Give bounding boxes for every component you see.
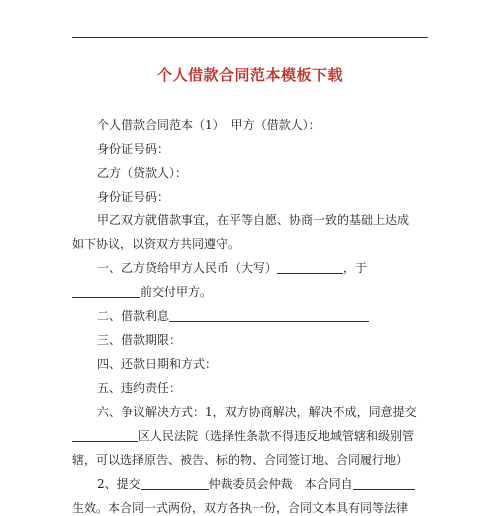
clause-6-court: 区人民法院（选择性条款不得违反地域管辖和级别管: [0, 428, 500, 444]
interest-blank: [169, 309, 369, 322]
date-blank: [72, 285, 140, 298]
contract-heading-party-a: 个人借款合同范本（1） 甲方（借款人）：: [97, 118, 321, 132]
id-number-b: 身份证号码：: [97, 190, 170, 204]
effective-date-blank: [353, 477, 415, 490]
arbitration-blank: [141, 477, 209, 490]
clause-6-jurisdiction: 辖，可以选择原告、被告、标的物、合同签订地、合同履行地）: [72, 453, 409, 467]
clause-3-term: 三、借款期限：: [97, 333, 182, 347]
clause-2-interest: 二、借款利息: [0, 308, 500, 324]
clause-5-liability: 五、违约责任：: [97, 381, 182, 395]
amount-blank: [277, 261, 343, 274]
clause-6-dispute: 六、争议解决方式：1，双方协商解决，解决不成，同意提交: [97, 405, 417, 419]
agreement-intro-line2: 如下协议，以资双方共同遵守。: [72, 237, 241, 251]
clause-1-delivery: 前交付甲方。: [0, 284, 500, 300]
court-blank: [72, 429, 138, 442]
top-divider: [72, 37, 428, 38]
effective-clause: 生效。本合同一式两份，双方各执一份，合同文本具有同等法律: [72, 501, 409, 515]
party-b: 乙方（贷款人）：: [97, 166, 188, 180]
agreement-intro-line1: 甲乙双方就借款事宜，在平等自愿、协商一致的基础上达成: [97, 213, 410, 227]
clause-4-repayment: 四、还款日期和方式：: [97, 357, 218, 371]
id-number-a: 身份证号码：: [97, 142, 170, 156]
clause-6-arbitration: 2、提交 仲裁委员会仲裁 本合同自: [0, 476, 500, 492]
document-title: 个人借款合同范本模板下载: [156, 66, 343, 84]
clause-1-amount: 一、乙方贷给甲方人民币（大写） ，于: [97, 261, 368, 275]
